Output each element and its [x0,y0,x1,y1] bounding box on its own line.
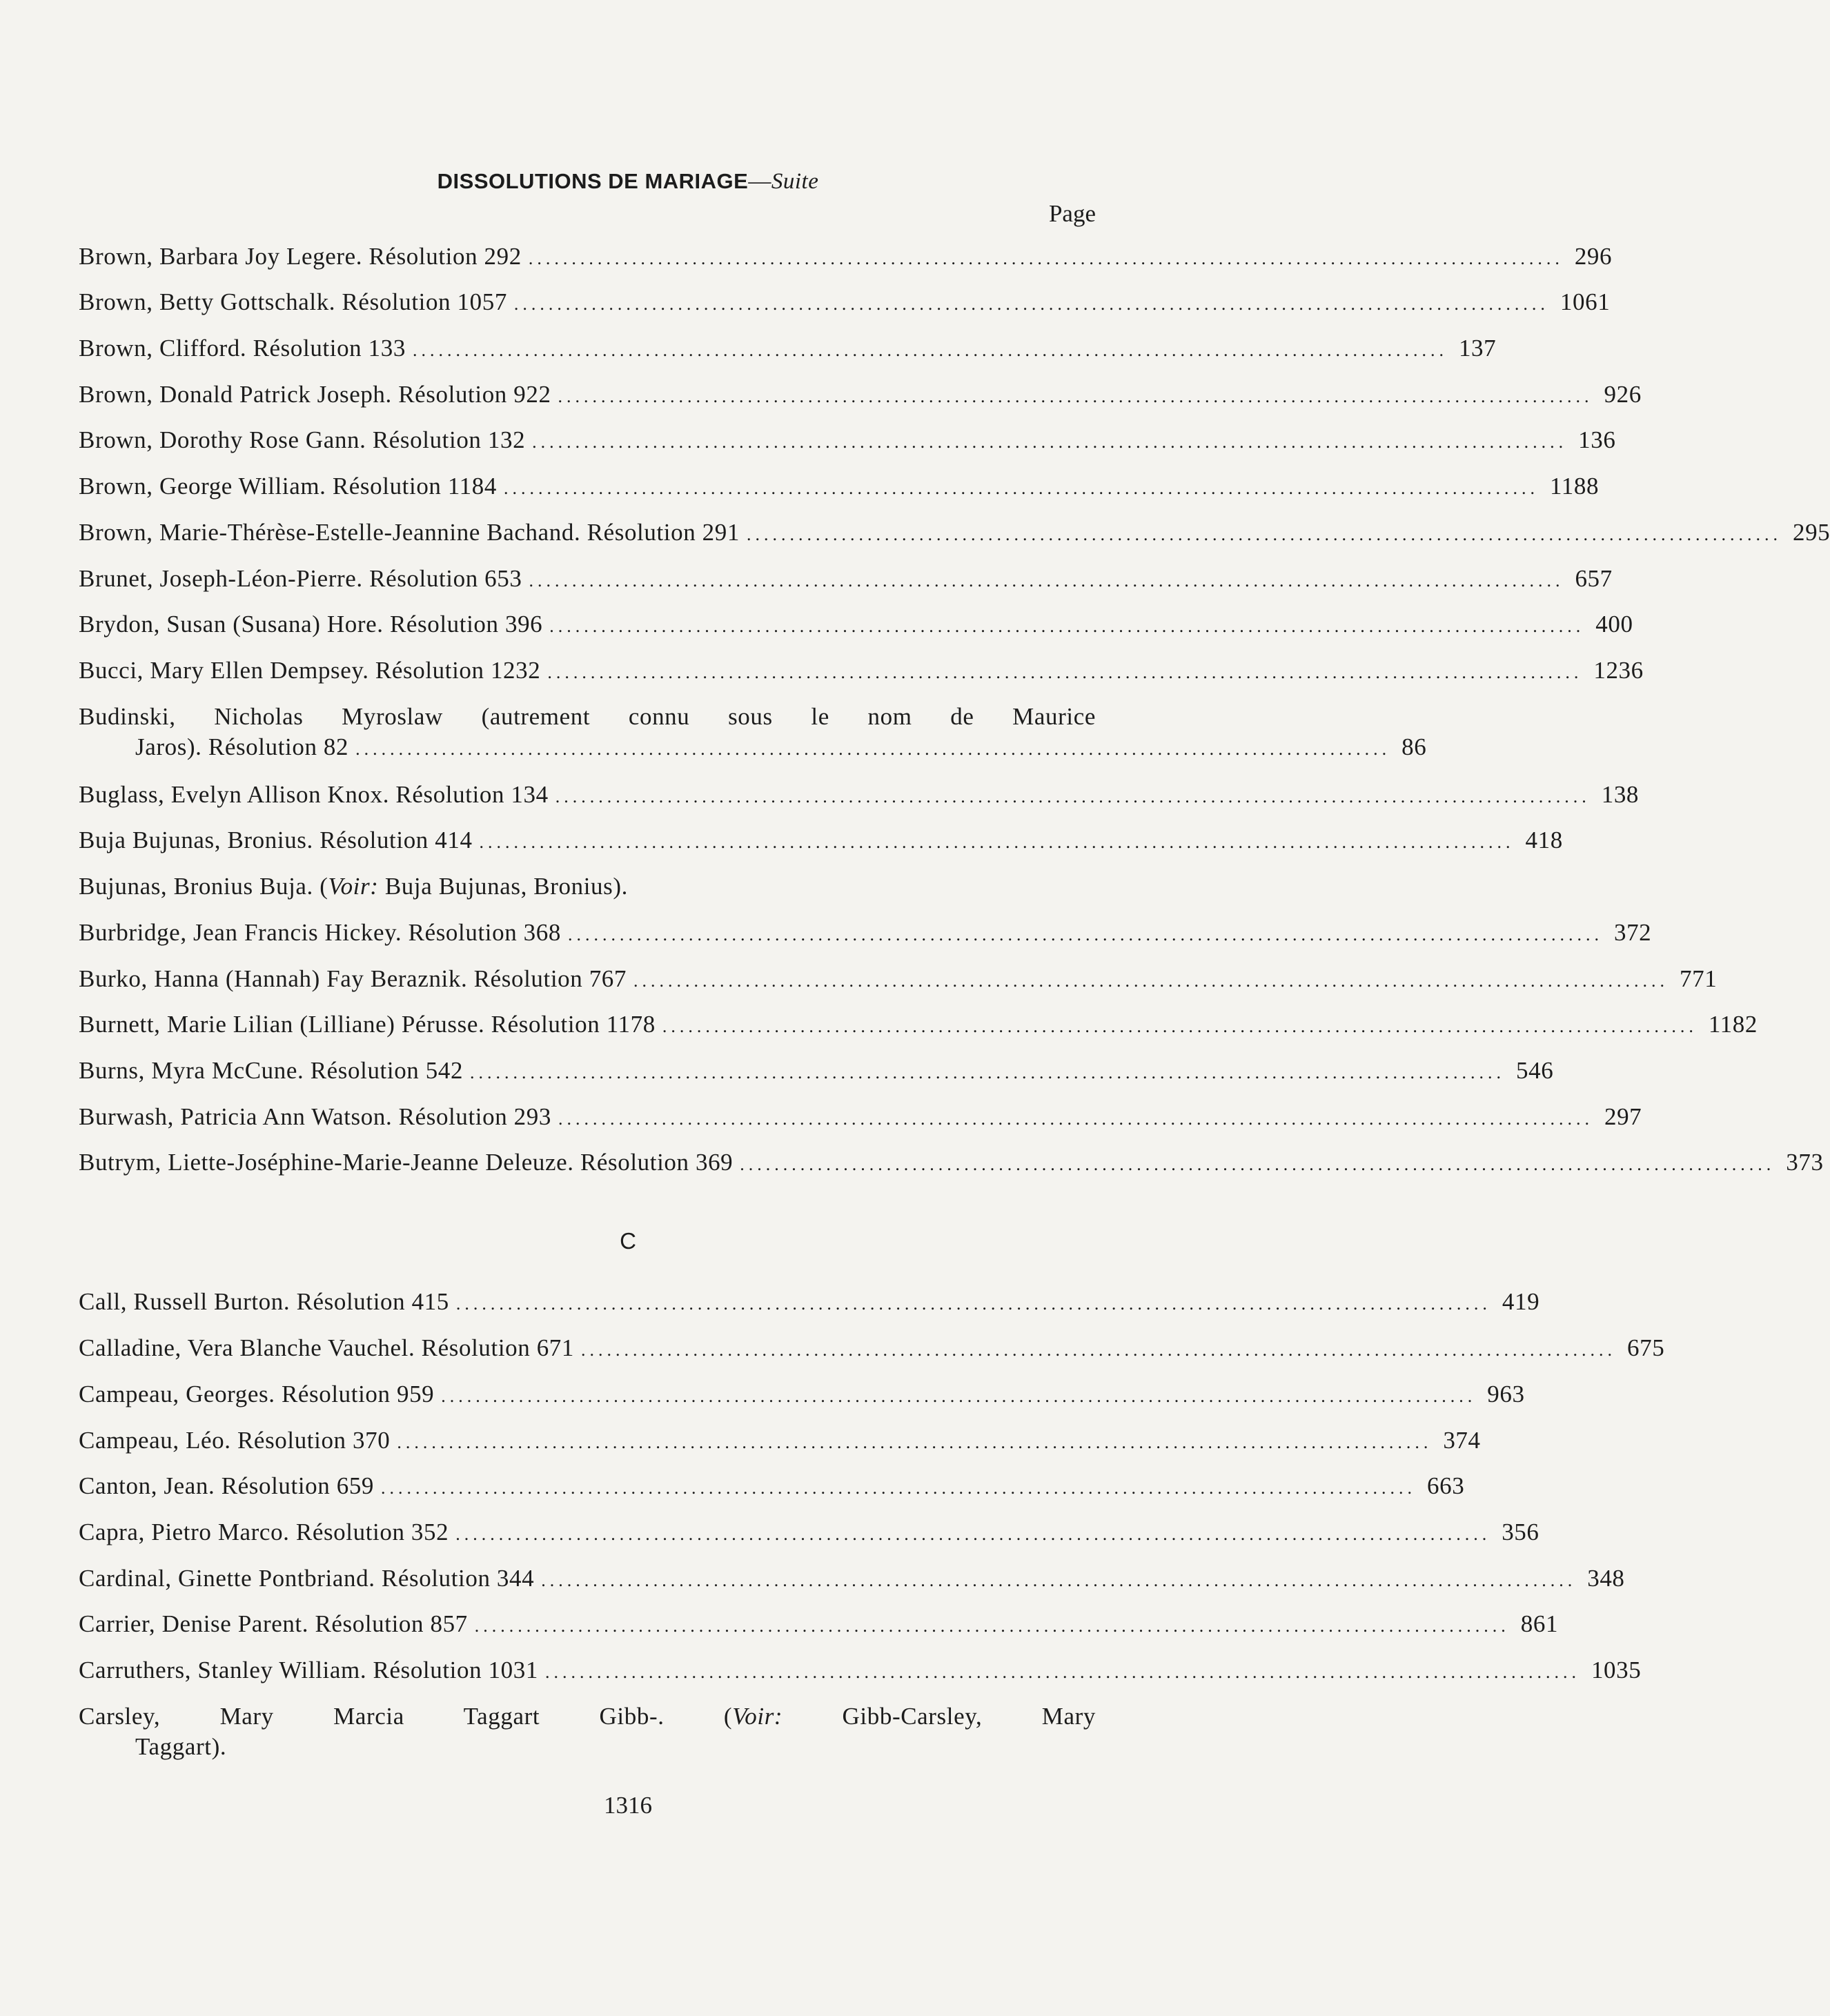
entry-text: Brown, Betty Gottschalk. Résolution 1057 [79,288,507,315]
index-entry [79,425,1616,457]
entry-text: Carsley, Mary Marcia Taggart Gibb-. ( [79,1703,733,1730]
entry-text: Brunet, Joseph-Léon-Pierre. Résolution 653 [79,565,522,592]
dot-leader: ........................................................................................................................ [746,524,1782,544]
dot-leader: ........................................................................................................................ [544,1662,1580,1682]
entry-page-number: 1182 [1708,1011,1758,1038]
entry-line [79,241,1613,274]
entry-page-number: 1188 [1549,473,1600,500]
entry-page-number: 1061 [1560,288,1611,315]
index-entry [79,702,1427,764]
entry-text: Capra, Pietro Marco. Résolution 352 [79,1519,449,1545]
entry-text: Jaros). Résolution 82 [135,733,349,760]
entry-line [79,732,1427,764]
entry-page-number: 138 [1601,781,1640,808]
dot-leader: ........................................................................................................................ [381,1478,1417,1498]
entry-line [79,1425,1481,1458]
entry-line [79,780,1640,812]
index-entry [79,871,1096,902]
page-number: 1316 [604,1792,652,1819]
dot-leader: ........................................................................................................................ [547,662,1583,682]
entry-page-number: 137 [1458,335,1497,362]
dot-leader: ........................................................................................................................ [633,971,1669,991]
entry-text: Brydon, Susan (Susana) Hore. Résolution 396 [79,611,543,638]
index-entry [79,1655,1642,1688]
entry-page-number: 296 [1574,243,1613,270]
entry-text: Brown, Dorothy Rose Gann. Résolution 132 [79,426,526,453]
dot-leader: ........................................................................................................................ [470,1063,1506,1083]
entry-text: Burbridge, Jean Francis Hickey. Résolution 368 [79,919,561,946]
entry-continuation: Taggart). [135,1733,227,1760]
entry-line [79,287,1611,319]
entry-page-number: 861 [1520,1610,1559,1637]
index-entry [79,564,1613,596]
entry-text: Butrym, Liette-Joséphine-Marie-Jeanne Deleuze. Résolution 369 [79,1149,734,1176]
entry-line [79,1333,1665,1365]
index-entry [79,1701,1096,1762]
index-entry [79,1425,1481,1458]
voir-label: Voir: [732,1703,783,1730]
entry-page-number: 348 [1587,1565,1625,1592]
index-entry [79,780,1640,812]
entry-page-number: 372 [1613,919,1652,946]
entry-text: Burnett, Marie Lilian (Lilliane) Pérusse. Résolution 1178 [79,1011,656,1038]
entry-line [79,1609,1559,1641]
entry-line [79,1471,1465,1503]
dot-leader: ........................................................................................................................ [528,248,1564,268]
dot-leader: ........................................................................................................................ [455,1524,1491,1544]
dot-leader: ........................................................................................................................ [474,1616,1510,1636]
entry-line [79,1517,1539,1550]
entry-page-number: 297 [1604,1103,1642,1130]
entry-line [79,871,1096,902]
entry-text: Cardinal, Ginette Pontbriand. Résolution 344 [79,1565,535,1592]
index-entry [79,1056,1554,1088]
entry-line [79,964,1718,996]
index-entry [79,241,1613,274]
entry-text: Brown, Marie-Thérèse-Estelle-Jeannine Bachand. Résolution 291 [79,519,740,546]
index-entry [79,471,1600,504]
entry-line: Budinski, Nicholas Myroslaw (autrement connu sous le nom de Maurice [79,703,1096,730]
entry-page-number: 1035 [1591,1657,1642,1683]
entry-page-number: 771 [1680,965,1718,992]
entry-page-number: 926 [1604,381,1642,408]
entry-page-number: 675 [1627,1334,1665,1361]
entry-line [79,1056,1554,1088]
dot-leader: ........................................................................................................................ [355,739,1391,759]
entry-line [79,1102,1642,1134]
index-entry [79,918,1652,950]
entry-text: Canton, Jean. Résolution 659 [79,1472,375,1499]
entry-text: Brown, Donald Patrick Joseph. Résolution 922 [79,381,551,408]
entry-page-number: 295 [1792,519,1830,546]
entry-page-number: 86 [1401,733,1427,760]
index-entry [79,1517,1539,1550]
dot-leader: ........................................................................................................................ [479,832,1515,852]
index-entry [79,609,1633,642]
entry-text: Brown, George William. Résolution 1184 [79,473,497,500]
dot-leader: ........................................................................................................................ [412,340,1448,360]
dot-leader: ........................................................................................................................ [513,294,1549,314]
entry-line [79,1287,1540,1319]
entry-text: Carruthers, Stanley William. Résolution 1031 [79,1657,538,1683]
entry-text: Brown, Clifford. Résolution 133 [79,335,406,362]
dot-leader: ........................................................................................................................ [581,1340,1616,1360]
entry-line [79,1655,1642,1688]
index-entry [79,517,1830,550]
entry-line [79,471,1600,504]
entry-text: Bucci, Mary Ellen Dempsey. Résolution 1232 [79,657,541,684]
entry-page-number: 1236 [1593,657,1644,684]
dot-leader: ........................................................................................................................ [555,787,1591,807]
index-entry [79,964,1718,996]
dot-leader: ........................................................................................................................ [740,1154,1775,1174]
index-entry [79,825,1563,858]
index-entry [79,655,1644,688]
section-heading: DISSOLUTIONS DE MARIAGE—Suite [437,169,819,194]
entry-line [79,609,1633,642]
dot-leader: ........................................................................................................................ [541,1570,1577,1590]
dot-leader: ........................................................................................................................ [397,1432,1433,1452]
entry-line [79,379,1642,412]
dot-leader: ........................................................................................................................ [558,386,1593,406]
entry-text: Burwash, Patricia Ann Watson. Résolution 293 [79,1103,551,1130]
index-entry [79,1147,1824,1180]
entry-line [79,425,1616,457]
dot-leader: ........................................................................................................................ [549,616,1585,636]
index-entry [79,287,1611,319]
index-entry [79,1609,1559,1641]
index-entry [79,1333,1665,1365]
entry-page-number: 963 [1487,1381,1525,1407]
page-column-label: Page [1048,200,1096,227]
dot-leader: ........................................................................................................................ [662,1016,1698,1036]
entry-line [79,517,1830,550]
entry-text: Campeau, Léo. Résolution 370 [79,1427,391,1454]
entry-page-number: 136 [1578,426,1616,453]
entry-page-number: 663 [1427,1472,1465,1499]
entry-line [79,333,1497,366]
index-entry [79,1379,1525,1412]
entry-line [79,1563,1625,1596]
entry-text: Bujunas, Bronius Buja. ( [79,873,328,900]
entry-line [79,1701,1096,1732]
entry-line [79,564,1613,596]
entry-line [79,1379,1525,1412]
entry-text: Burns, Myra McCune. Résolution 542 [79,1057,464,1084]
entry-page-number: 657 [1575,565,1613,592]
entry-text: Buja Bujunas, Bronius. Résolution 414 [79,827,473,853]
entry-text: Carrier, Denise Parent. Résolution 857 [79,1610,468,1637]
entry-text: Campeau, Georges. Résolution 959 [79,1381,435,1407]
section-letter-c: C [620,1228,636,1254]
index-entry [79,1563,1625,1596]
dot-leader: ........................................................................................................................ [567,925,1603,945]
entry-page-number: 400 [1595,611,1633,638]
entry-page-number: 356 [1502,1519,1539,1545]
dot-leader: ........................................................................................................................ [503,478,1539,498]
entry-page-number: 418 [1525,827,1563,853]
index-entry [79,333,1497,366]
dot-leader: ........................................................................................................................ [455,1294,1491,1314]
index-entry [79,379,1642,412]
index-entry [79,1471,1465,1503]
index-entry [79,1287,1540,1319]
entry-line [79,655,1644,688]
index-entry [79,1102,1642,1134]
entry-reference: Buja Bujunas, Bronius). [378,873,628,900]
entry-page-number: 419 [1502,1288,1540,1315]
dot-leader: ........................................................................................................................ [532,432,1568,452]
entry-page-number: 373 [1786,1149,1824,1176]
entry-text: Call, Russell Burton. Résolution 415 [79,1288,449,1315]
heading-title: DISSOLUTIONS DE MARIAGE [437,169,749,193]
voir-label: Voir: [328,873,379,900]
heading-suffix: Suite [771,169,819,194]
entry-text: Burko, Hanna (Hannah) Fay Beraznik. Résolution 767 [79,965,627,992]
dot-leader: ........................................................................................................................ [529,571,1564,591]
entry-line [79,918,1652,950]
entry-page-number: 374 [1443,1427,1481,1454]
entry-line [79,825,1563,858]
entry-text: Buglass, Evelyn Allison Knox. Résolution 134 [79,781,549,808]
entry-line [79,1009,1758,1042]
dot-leader: ........................................................................................................................ [558,1109,1593,1129]
entry-page-number: 546 [1516,1057,1554,1084]
entry-line [79,1147,1824,1180]
entry-text: Calladine, Vera Blanche Vauchel. Résolution 671 [79,1334,574,1361]
entry-text: Brown, Barbara Joy Legere. Résolution 292 [79,243,522,270]
entry-reference: Gibb-Carsley, Mary [783,1703,1096,1730]
index-entry [79,1009,1758,1042]
dot-leader: ........................................................................................................................ [441,1386,1477,1406]
